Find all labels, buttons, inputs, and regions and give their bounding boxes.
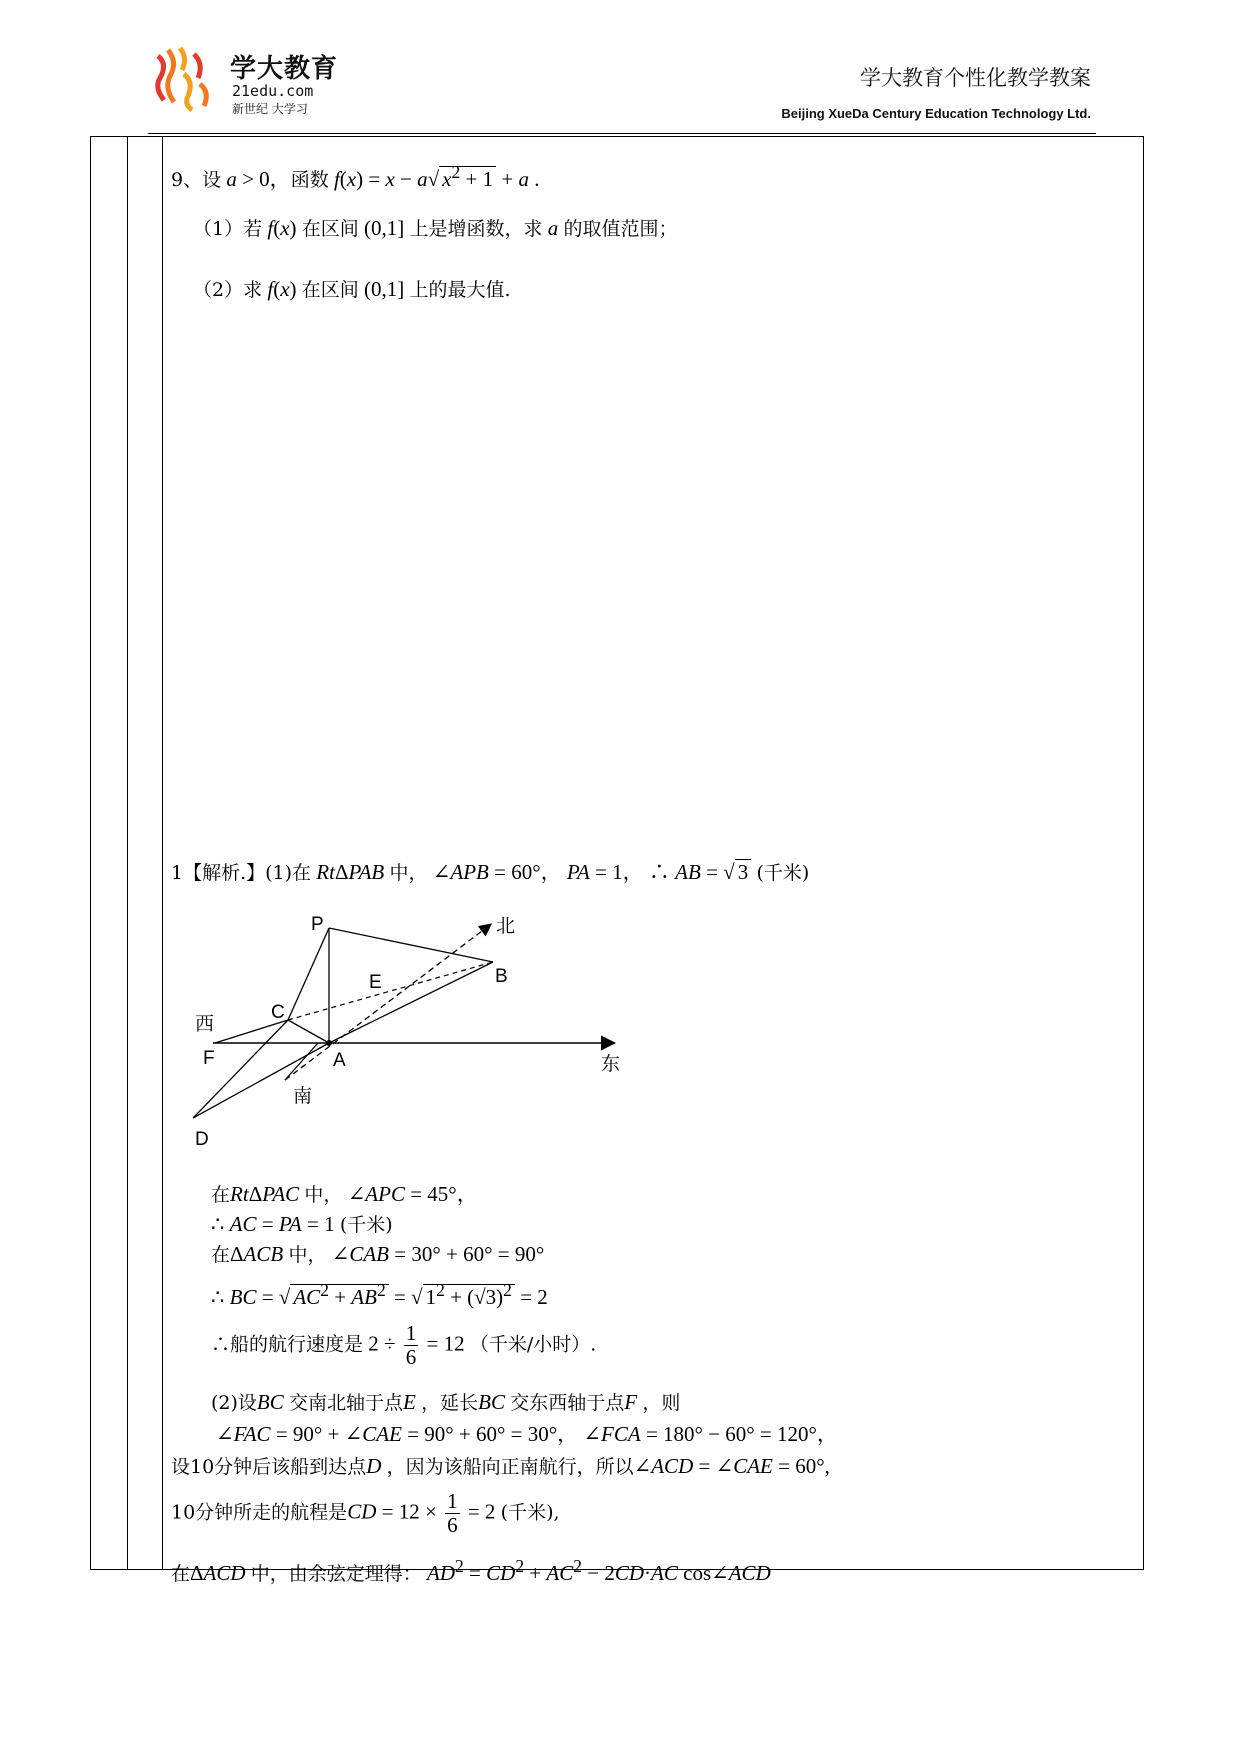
label-p: P <box>311 914 324 935</box>
label-north: 北 <box>496 915 516 937</box>
company-name: Beijing XueDa Century Education Technology Ltd. <box>781 106 1091 121</box>
point-a-dot <box>326 1040 332 1046</box>
problem-9-statement: 9、设 a > 0，函数 f(x) = x − a√ $x^2 + 1 + a$ . <box>171 162 540 191</box>
segment-ca <box>288 1020 329 1043</box>
header-divider <box>148 133 1096 134</box>
solution-angles: ∠FAC = 90° + ∠CAE = 90° + 60° = 30°， ∠FCA = 180° − 60° = 120°， <box>216 1422 838 1446</box>
problem-9-part-2: （2）求 f(x) 在区间 (0,1] 上的最大值. <box>193 277 511 301</box>
solution-step-1: 在RtΔPAC 中， ∠APC = 45°， <box>211 1182 478 1206</box>
solution-speed: ∴船的航行速度是 2 ÷ $\frac{1}{6}$ = 12 （千米/小时）. <box>211 1321 597 1370</box>
segment-pb <box>329 928 493 962</box>
south-axis-segment <box>285 1043 318 1080</box>
segment-pc <box>288 928 329 1020</box>
document-title: 学大教育个性化教学教案 <box>860 66 1091 90</box>
logo-domain: 21edu.com <box>232 82 314 100</box>
table-column-divider <box>162 137 163 1569</box>
label-west: 西 <box>195 1013 215 1035</box>
label-e: E <box>369 972 382 993</box>
solution-step-3: 在ΔACB 中， ∠CAB = 30° + 60° = 90° <box>211 1242 545 1266</box>
label-f: F <box>203 1048 215 1069</box>
xueda-logo <box>150 44 360 124</box>
solution-point-d: 设10分钟后该船到达点D ，因为该船向正南航行，所以∠ACD = ∠CAE = 60°, <box>171 1454 830 1478</box>
label-a: A <box>333 1050 346 1071</box>
segment-ab <box>329 962 493 1043</box>
north-south-axis <box>285 925 490 1080</box>
table-column-divider <box>127 137 128 1569</box>
solution-step-4: ∴ BC = √ $AC^2 + AB^2$ = √ $1^2 + (√3)^2 = 2$ <box>211 1280 548 1309</box>
xueda-logo-mark-icon <box>150 44 230 114</box>
solution-cosine-rule: 在ΔACD 中，由余弦定理得： $AD^2 = CD^2 + AC^2 - 2CD\cdot AC$ cos∠ACD <box>171 1556 771 1585</box>
solution-part-2: (2)设BC 交南北轴于点E ，延长BC 交东西轴于点F ，则 <box>211 1390 681 1414</box>
logo-text: 学大教育 <box>230 54 339 84</box>
diagram-svg <box>193 910 633 1170</box>
solution-heading: 1【解析.】(1)在 RtΔPAB 中， ∠APB = 60°， PA = 1， ∴ AB = √ 3 (千米) <box>171 860 810 884</box>
label-d: D <box>195 1129 209 1150</box>
segment-cb <box>288 962 493 1020</box>
label-b: B <box>495 966 508 987</box>
page-header <box>0 0 1241 140</box>
navigation-diagram <box>193 910 633 1170</box>
solution-step-2: ∴ AC = PA = 1 (千米) <box>211 1212 393 1236</box>
label-south: 南 <box>293 1085 313 1107</box>
label-c: C <box>271 1002 285 1023</box>
logo-slogan: 新世纪 大学习 <box>232 102 308 116</box>
problem-9-part-1: （1）若 f(x) 在区间 (0,1] 上是增函数，求 a 的取值范围； <box>193 216 678 240</box>
label-east: 东 <box>601 1053 621 1075</box>
solution-distance: 10分钟所走的航程是CD = 12 × $\frac{1}{6}$ = 2 (千米), <box>171 1489 560 1538</box>
